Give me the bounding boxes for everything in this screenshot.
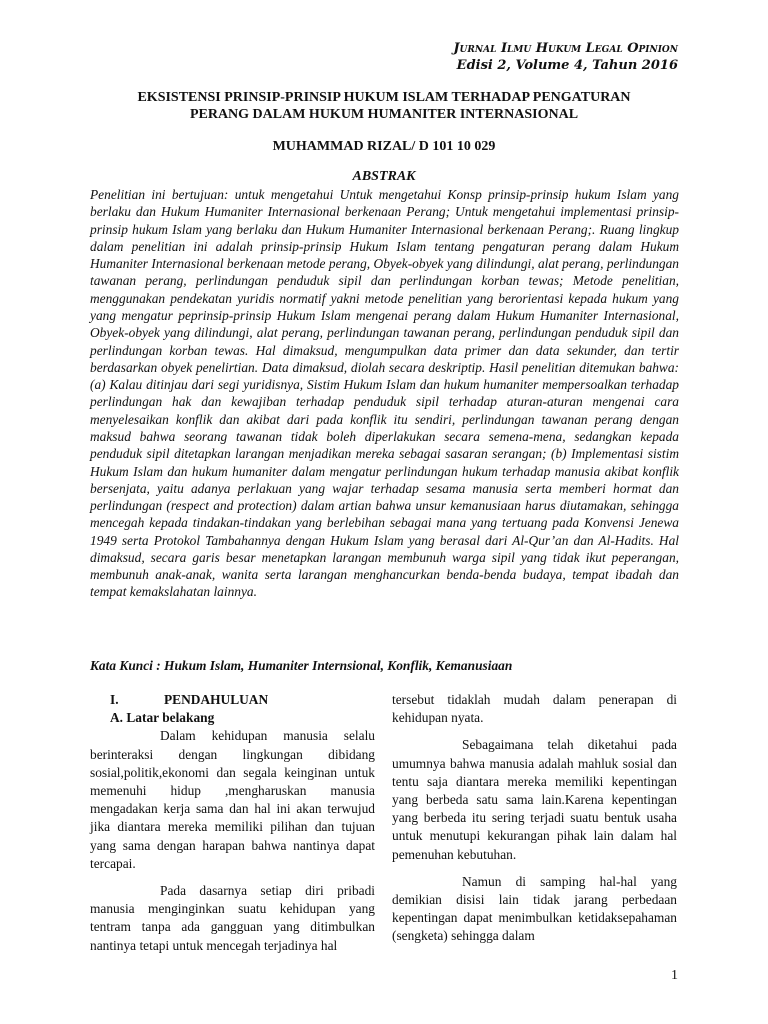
abstract-heading: ABSTRAK [352,169,416,184]
journal-header [453,40,678,74]
body-paragraph: Namun di samping hal-hal yang demikian disisi lain tidak jarang perbedaan kepentingan dapat menimbulkan ketidaksepahaman (sengketa) sehingga dalam [392,873,677,944]
title-line-2: PERANG DALAM HUKUM HUMANITER INTERNASIONAL [189,107,579,122]
subsection-heading: A. Latar belakang [110,710,215,726]
body-paragraph: Pada dasarnya setiap diri pribadi manusia menginginkan suatu kehidupan yang tentram tanpa ada gangguan yang ditimbulkan nantinya tetapi untuk mencegah terjadinya hal [90,883,375,953]
section-title: PENDAHULUAN [164,692,269,707]
body-paragraph-continued: tersebut tidaklah mudah dalam penerapan di kehidupan nyata. [392,692,677,726]
journal-edition: Edisi 2, Volume 4, Tahun 2016 [456,58,678,73]
section-heading [90,691,375,709]
keywords: Kata Kunci : Hukum Islam, Humaniter Internsional, Konflik, Kemanusiaan [90,658,513,673]
journal-name: Jurnal Ilmu Hukum Legal Opinion [453,41,678,56]
body-paragraph: Dalam kehidupan manusia selalu berinteraksi dengan lingkungan dibidang sosial,politik,ekonomi dan segala keinginan untuk memenuhi hidup ,mengharuskan manusia mengadakan kerja sama dan hal ini akan terwujud jika diantara mereka memiliki pilihan dan tujuan yang sama dengan harapan bahwa nantinya dapat tercapai. [90,728,375,871]
abstract-text: Penelitian ini bertujuan: untuk mengetahui Untuk mengetahui Konsp prinsip-prinsip hukum Islam yang berlaku dan Hukum Humaniter Internasional berkenaan Perang; Untuk mengetahui implementasi prinsip-prinsip hukum Islam yang berlaku dan Hukum Humaniter Internasional berkenaan Perang;. Ruang lingkup dalam penelitian ini adalah prinsip-prinsip Hukum Islam tentang pengaturan perang dalam Hukum Humaniter Internasional berkenaan metode perang, Obyek-obyek yang dilindungi, alat perang, perlindungan tawanan perang, perlindungan penduduk sipil dan perlindungan korban tewas; Metode penelitian, menggunakan pendekatan yuridis normatif yakni metode penelitian yang berorientasi kepada hukum yang yang mengatur peprinsip-prinsip Hukum Islam mengenai perang dalam Hukum Humaniter Internasional, Obyek-obyek yang dilindungi, alat perang, perlindungan tawanan perang, perlindungan penduduk sipil dan perlindungan korban tewas. Hal dimaksud, mengumpulkan data primer dan data sekunder, dan tertir berdasarkan obyek penelirtian. Data dimaksud, diolah secara deskriptip. Hasil penelitian ditemukan bahwa: (a) Kalau ditinjau dari segi yuridisnya, Sistim Hukum Islam dan hukum humaniter mempersoalkan terhadap perlindungan hak dan kewajiban terhadap penduduk sipil terhadap aturan-aturan mengenai cara menyelesaikan konflik dan akibat dari pada konflik itu sendiri, perlindungan tawanan perang dengan maksud bahwa seorang tawanan tidak boleh diperlakukan secara semena-mena, sedangkan kepada penduduk sipil ditetapkan larangan menjadikan mereka sebagai sasaran serangan; (b) Implementasi sistim Hukum Islam dan hukum humaniter dalam mengatur perlindungan hukum terhadap manusia akibat konflik bersenjata, yaitu adanya perlakuan yang wajar terhadap sesama manusia serta memberi hormat dan perlindungan (respect and protection) dalam artian bahwa unsur kemanusiaan harus diutamakan, sehingga mencegah kepada tindakan-tindakan yang berlebihan sebagai mana yang tertuang pada Konvensi Jenewa 1949 serta Protokol Tambahannya dengan Hukum Islam yang berasal dari Al-Qur’an dan Al-Hadits. Hal dimaksud, secara garis besar menetapkan larangan membunuh warga sipil yang tidak ikut peperangan, membunuh anak-anak, wanita serta larangan menghancurkan benda-benda budaya, tempat ibadah dan tempat kemakslahatan lainnya. [90,187,679,600]
right-column [392,691,677,955]
body-paragraph: Sebagaimana telah diketahui pada umumnya bahwa manusia adalah mahluk sosial dan tentu saja diantara mereka memiliki kepentingan yang berbeda satu sama lain.Karena kepentingan yang berbeda itu sering terjadi suatu bentuk usaha untuk menutupi kekurangan pihak lain dalam hal pemenuhan kebutuhan. [392,737,677,862]
article-title [100,89,668,123]
left-column [90,691,375,964]
author-line: MUHAMMAD RIZAL/ D 101 10 029 [272,139,496,154]
page-number: 1 [671,968,678,983]
section-number: I. [110,692,119,707]
title-line-1: EKSISTENSI PRINSIP-PRINSIP HUKUM ISLAM TERHADAP PENGATURAN [137,90,631,105]
